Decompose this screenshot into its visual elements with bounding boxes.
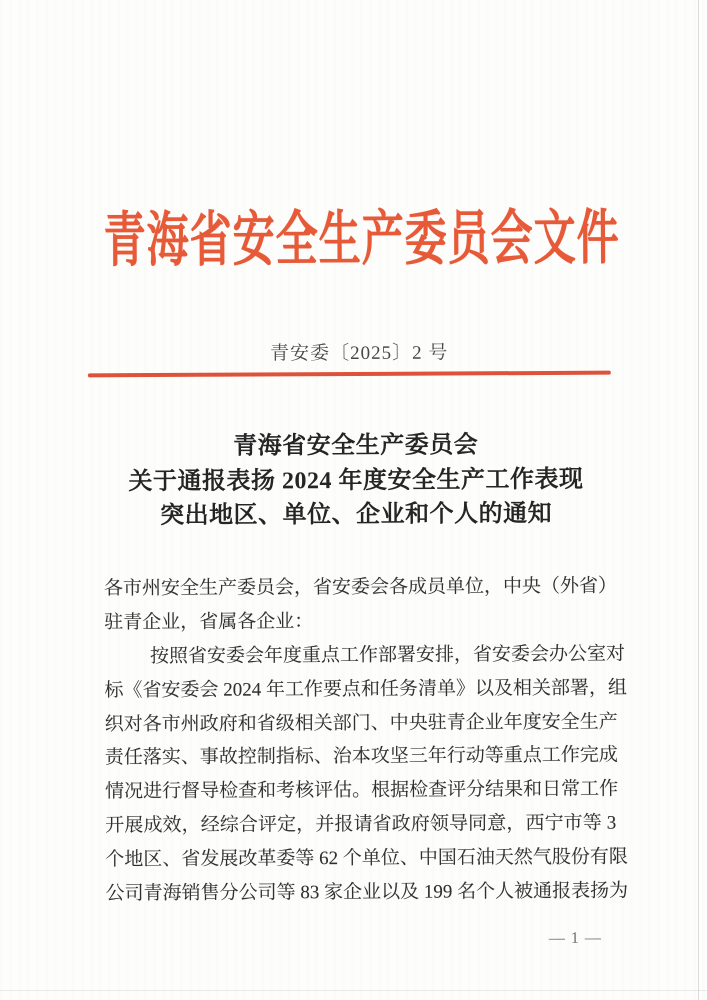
document-number: 青安委〔2025〕2 号 (270, 342, 449, 365)
page-number: — 1 — (548, 929, 602, 947)
body-line: 各市州安全生产委员会，省安委会各成员单位，中央（外省） (103, 575, 618, 600)
scan-edge-right (698, 0, 699, 1000)
subject-line: 关于通报表扬 2024 年度安全生产工作表现 (128, 466, 584, 495)
body-line: 织对各市州政府和省级相关部门、中央驻青企业年度安全生产 (104, 711, 618, 735)
scan-edge-bottom (0, 990, 707, 991)
document-subject (2, 427, 707, 534)
body-line: 开展成效，经综合评定，并报请省政府领导同意，西宁市等 3 (105, 812, 617, 837)
body-line: 按照省安委会年度重点工作部署安排，省安委会办公室对 (149, 643, 625, 667)
body-line: 情况进行督导检查和考核评估。根据检查评分结果和日常工作 (104, 778, 619, 803)
body-line: 标《省安委会 2024 年工作要点和任务清单》以及相关部署，组 (104, 677, 628, 701)
body-line: 责任落实、事故控制指标、治本攻坚三年行动等重点工作完成 (104, 745, 618, 769)
body-line: 个地区、省发展改革委等 62 个单位、中国石油天然气股份有限 (105, 846, 628, 871)
document-body (103, 570, 629, 912)
document-header-title: 青海省安全生产委员会文件 (103, 206, 620, 275)
subject-line: 突出地区、单位、企业和个人的通知 (160, 501, 553, 530)
subject-line: 青海省安全生产委员会 (233, 432, 479, 460)
body-line: 驻青企业，省属各企业： (104, 611, 314, 634)
red-divider-line (88, 371, 611, 377)
body-line: 公司青海销售分公司等 83 家企业以及 199 名个人被通报表扬为 (105, 880, 629, 905)
